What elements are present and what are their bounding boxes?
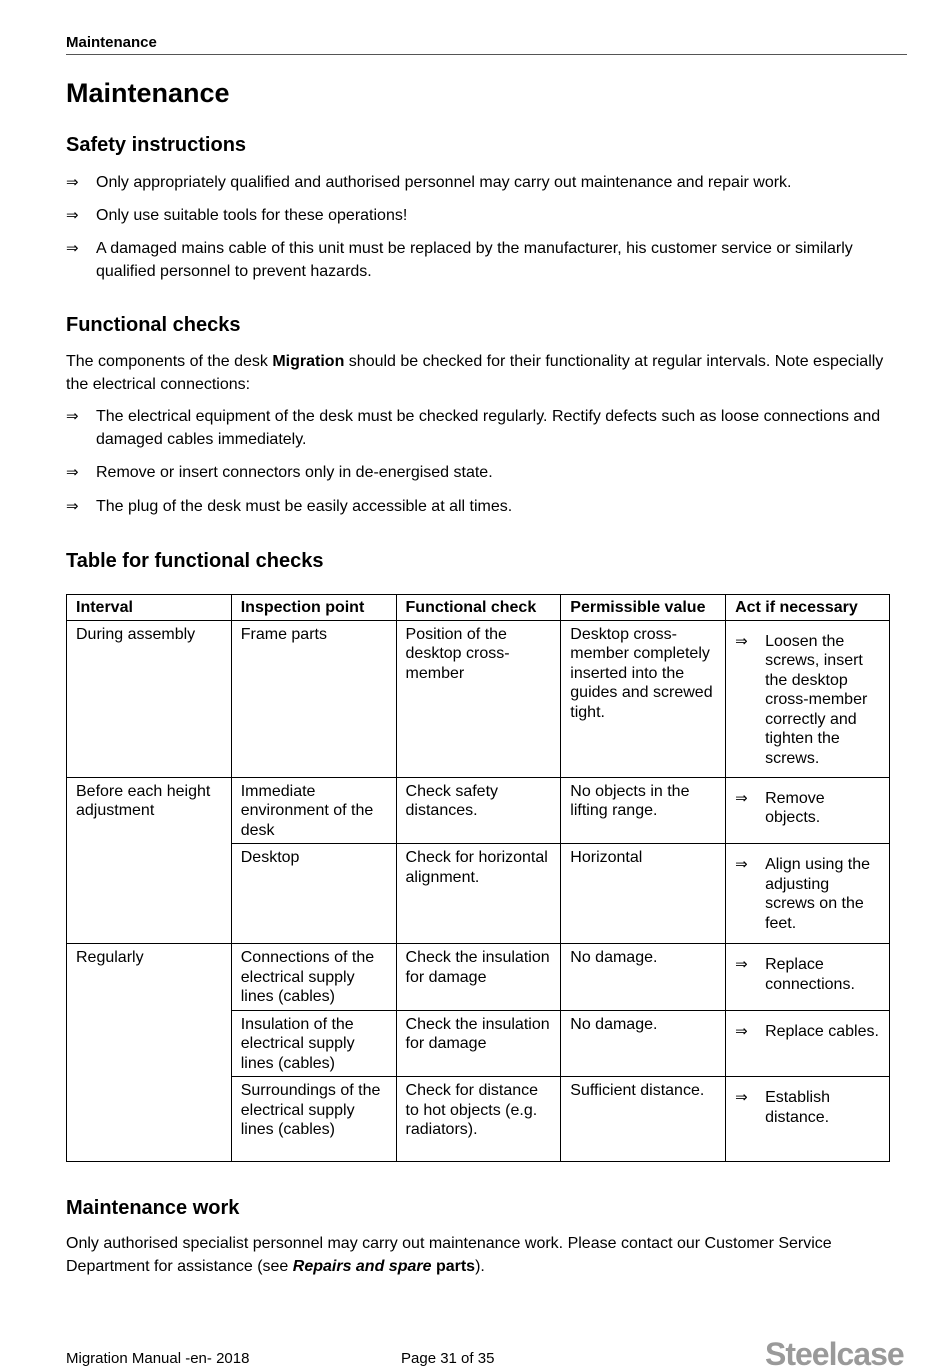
page-title: Maintenance	[66, 78, 230, 108]
permissible-value-cell: Sufficient distance.	[561, 1077, 726, 1162]
bullet-text: A damaged mains cable of this unit must be replaced by the manufacturer, his customer service or similarly qualified personnel to prevent hazards.	[96, 240, 853, 280]
arrow-icon: ⇒	[735, 789, 748, 807]
bullet-text: The electrical equipment of the desk must be checked regularly. Rectify defects such as loose connections and damaged cables immediately.	[96, 408, 881, 448]
inspection-point-cell: Surroundings of the electrical supply lines (cables)	[231, 1077, 396, 1162]
product-name: Migration	[272, 353, 345, 370]
arrow-icon: ⇒	[66, 498, 79, 515]
inspection-point-cell: Frame parts	[231, 620, 396, 777]
act-text: Replace connections.	[765, 956, 855, 993]
arrow-icon: ⇒	[66, 464, 79, 481]
functional-bullet	[66, 496, 902, 519]
inspection-point-cell: Connections of the electrical supply lines (cables)	[231, 944, 396, 1011]
act-cell	[726, 620, 890, 777]
interval-cell: Before each height adjustment	[67, 777, 232, 944]
column-header-permissible-value: Permissible value	[561, 595, 726, 621]
maintenance-text-start: Only authorised specialist personnel may carry out maintenance work. Please contact our Customer Service Department for assistance (see	[66, 1235, 832, 1275]
act-text: Remove objects.	[765, 789, 825, 826]
act-text: Replace cables.	[765, 1022, 879, 1040]
arrow-icon: ⇒	[66, 174, 79, 191]
safety-bullet	[66, 172, 902, 195]
column-header-act: Act if necessary	[726, 595, 890, 621]
functional-check-cell: Check for distance to hot objects (e.g. radiators).	[396, 1077, 561, 1162]
cross-reference-italic: Repairs and spare	[292, 1257, 432, 1275]
maintenance-text-end: ).	[475, 1257, 485, 1275]
act-cell	[726, 777, 890, 844]
act-text: Loosen the screws, insert the desktop cross-member correctly and tighten the screws.	[765, 632, 868, 767]
functional-bullet	[66, 406, 902, 451]
permissible-value-cell: No damage.	[561, 1010, 726, 1077]
table-heading: Table for functional checks	[66, 550, 324, 572]
running-header: Maintenance	[66, 34, 907, 55]
bullet-text: Only appropriately qualified and authorised personnel may carry out maintenance and repair work.	[96, 174, 792, 191]
functional-bullet	[66, 462, 902, 485]
act-cell	[726, 844, 890, 944]
safety-heading: Safety instructions	[66, 134, 247, 156]
act-cell	[726, 1010, 890, 1077]
permissible-value-cell: Desktop cross-member completely inserted into the guides and screwed tight.	[561, 620, 726, 777]
functional-check-cell: Check the insulation for damage	[396, 944, 561, 1011]
table-row	[67, 777, 890, 844]
maintenance-work-heading: Maintenance work	[66, 1197, 240, 1219]
inspection-point-cell: Insulation of the electrical supply lines (cables)	[231, 1010, 396, 1077]
footer-manual-name: Migration Manual -en- 2018	[66, 1350, 250, 1367]
permissible-value-cell: No damage.	[561, 944, 726, 1011]
functional-intro	[66, 351, 896, 396]
maintenance-work-text	[66, 1233, 896, 1278]
arrow-icon: ⇒	[66, 207, 79, 224]
column-header-inspection-point: Inspection point	[231, 595, 396, 621]
safety-bullet	[66, 238, 902, 283]
interval-cell: During assembly	[67, 620, 232, 777]
act-cell	[726, 1077, 890, 1162]
steelcase-logo: Steelcase	[765, 1336, 904, 1370]
arrow-icon: ⇒	[66, 240, 79, 257]
functional-heading: Functional checks	[66, 314, 241, 336]
table-header-row	[67, 595, 890, 621]
inspection-point-cell: Immediate environment of the desk	[231, 777, 396, 844]
permissible-value-cell: Horizontal	[561, 844, 726, 944]
intro-text-start: The components of the desk	[66, 353, 273, 370]
functional-check-cell: Check the insulation for damage	[396, 1010, 561, 1077]
column-header-functional-check: Functional check	[396, 595, 561, 621]
interval-cell: Regularly	[67, 944, 232, 1162]
arrow-icon: ⇒	[735, 1022, 748, 1040]
arrow-icon: ⇒	[735, 956, 748, 973]
intro-text-end: should be checked for their functionality at regular intervals. Note especially the electrical connections:	[66, 353, 884, 393]
table-row	[67, 944, 890, 1011]
permissible-value-cell: No objects in the lifting range.	[561, 777, 726, 844]
functional-check-cell: Check safety distances.	[396, 777, 561, 844]
column-header-interval: Interval	[67, 595, 232, 621]
bullet-text: The plug of the desk must be easily accessible at all times.	[96, 498, 513, 515]
act-text: Establish distance.	[765, 1089, 830, 1126]
arrow-icon: ⇒	[66, 408, 79, 425]
table-row	[67, 620, 890, 777]
arrow-icon: ⇒	[735, 632, 748, 650]
footer-page-number: Page 31 of 35	[401, 1350, 495, 1367]
functional-checks-table	[66, 594, 890, 1162]
bullet-text: Only use suitable tools for these operations!	[96, 207, 408, 224]
inspection-point-cell: Desktop	[231, 844, 396, 944]
arrow-icon: ⇒	[735, 856, 748, 873]
functional-check-cell: Check for horizontal alignment.	[396, 844, 561, 944]
functional-check-cell: Position of the desktop cross-member	[396, 620, 561, 777]
act-cell	[726, 944, 890, 1011]
safety-bullet	[66, 205, 902, 228]
cross-reference-plain: parts	[431, 1257, 476, 1275]
bullet-text: Remove or insert connectors only in de-energised state.	[96, 464, 493, 481]
act-text: Align using the adjusting screws on the feet.	[765, 856, 871, 932]
arrow-icon: ⇒	[735, 1089, 748, 1106]
